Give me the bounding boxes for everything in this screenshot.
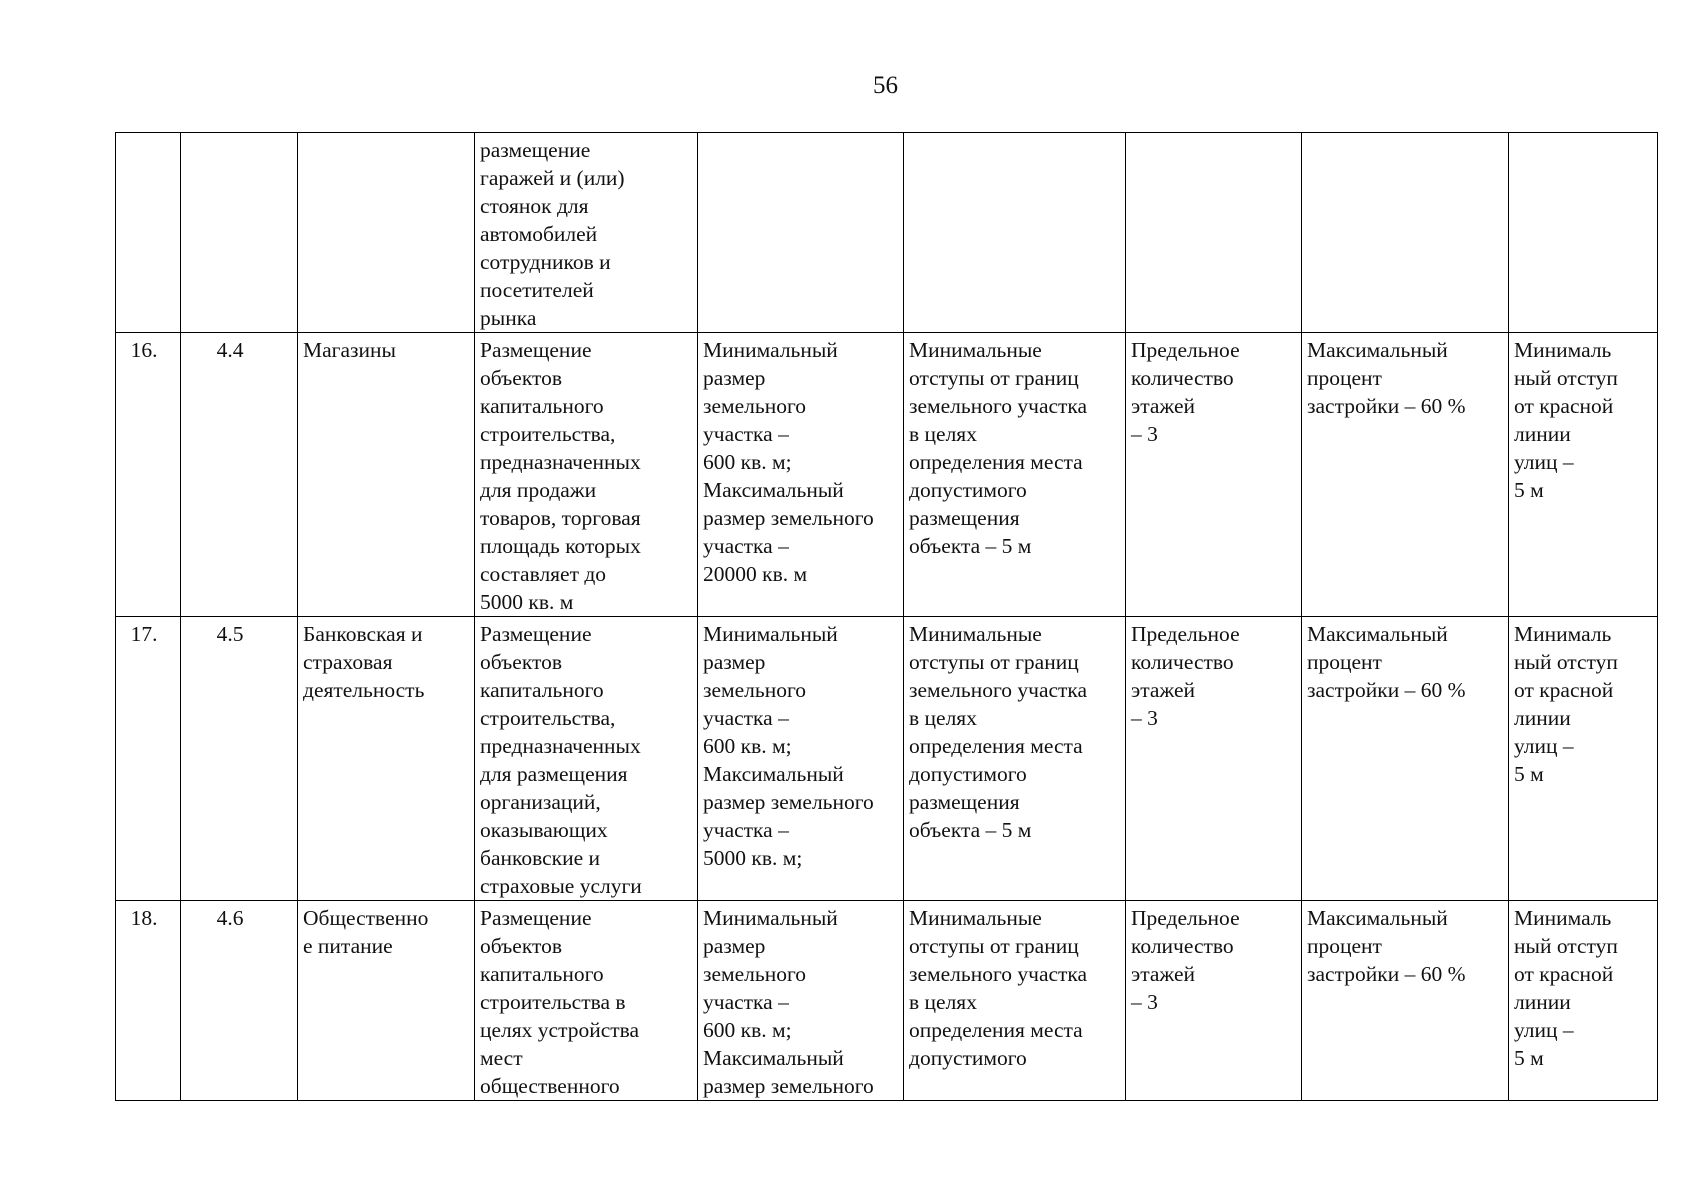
setbacks-cell: Минимальные отступы от границ земельного участка в целях определения места допустимого xyxy=(904,901,1126,1101)
red-line-setback-cell xyxy=(1509,133,1658,333)
use-code-cell: 4.5 xyxy=(181,617,298,901)
red-line-setback-cell: Минималь ный отступ от красной линии улиц – 5 м xyxy=(1509,901,1658,1101)
page-number: 56 xyxy=(873,72,898,99)
use-name-cell xyxy=(298,133,475,333)
use-description-cell: Размещение объектов капитального строительства, предназначенных для размещения организаций, оказывающих банковские и страховые услуги xyxy=(475,617,698,901)
coverage-cell: Максимальный процент застройки – 60 % xyxy=(1302,617,1509,901)
floors-cell: Предельное количество этажей – 3 xyxy=(1126,617,1302,901)
table-row xyxy=(116,617,1658,901)
use-name-cell: Банковская и страховая деятельность xyxy=(298,617,475,901)
setbacks-cell: Минимальные отступы от границ земельного участка в целях определения места допустимого размещения объекта – 5 м xyxy=(904,617,1126,901)
red-line-setback-cell: Минималь ный отступ от красной линии улиц – 5 м xyxy=(1509,333,1658,617)
red-line-setback-cell: Минималь ный отступ от красной линии улиц – 5 м xyxy=(1509,617,1658,901)
setbacks-cell: Минимальные отступы от границ земельного участка в целях определения места допустимого размещения объекта – 5 м xyxy=(904,333,1126,617)
table-row xyxy=(116,333,1658,617)
use-code-cell xyxy=(181,133,298,333)
use-code-cell: 4.4 xyxy=(181,333,298,617)
use-name-cell: Общественно е питание xyxy=(298,901,475,1101)
coverage-cell: Максимальный процент застройки – 60 % xyxy=(1302,333,1509,617)
table-row xyxy=(116,133,1658,333)
row-number-cell: 18. xyxy=(116,901,181,1101)
plot-size-cell: Минимальный размер земельного участка – 600 кв. м; Максимальный размер земельного участка – 20000 кв. м xyxy=(698,333,904,617)
row-number-cell xyxy=(116,133,181,333)
plot-size-cell xyxy=(698,133,904,333)
floors-cell xyxy=(1126,133,1302,333)
row-number-cell: 17. xyxy=(116,617,181,901)
floors-cell: Предельное количество этажей – 3 xyxy=(1126,901,1302,1101)
coverage-cell xyxy=(1302,133,1509,333)
use-description-cell: Размещение объектов капитального строительства, предназначенных для продажи товаров, торговая площадь которых составляет до 5000 кв. м xyxy=(475,333,698,617)
row-number-cell: 16. xyxy=(116,333,181,617)
plot-size-cell: Минимальный размер земельного участка – 600 кв. м; Максимальный размер земельного xyxy=(698,901,904,1101)
use-name-cell: Магазины xyxy=(298,333,475,617)
setbacks-cell xyxy=(904,133,1126,333)
land-use-regulations-table xyxy=(115,132,1658,1101)
floors-cell: Предельное количество этажей – 3 xyxy=(1126,333,1302,617)
use-code-cell: 4.6 xyxy=(181,901,298,1101)
coverage-cell: Максимальный процент застройки – 60 % xyxy=(1302,901,1509,1101)
plot-size-cell: Минимальный размер земельного участка – 600 кв. м; Максимальный размер земельного участка – 5000 кв. м; xyxy=(698,617,904,901)
table-row xyxy=(116,901,1658,1101)
use-description-cell: Размещение объектов капитального строительства в целях устройства мест общественного xyxy=(475,901,698,1101)
use-description-cell: размещение гаражей и (или) стоянок для автомобилей сотрудников и посетителей рынка xyxy=(475,133,698,333)
